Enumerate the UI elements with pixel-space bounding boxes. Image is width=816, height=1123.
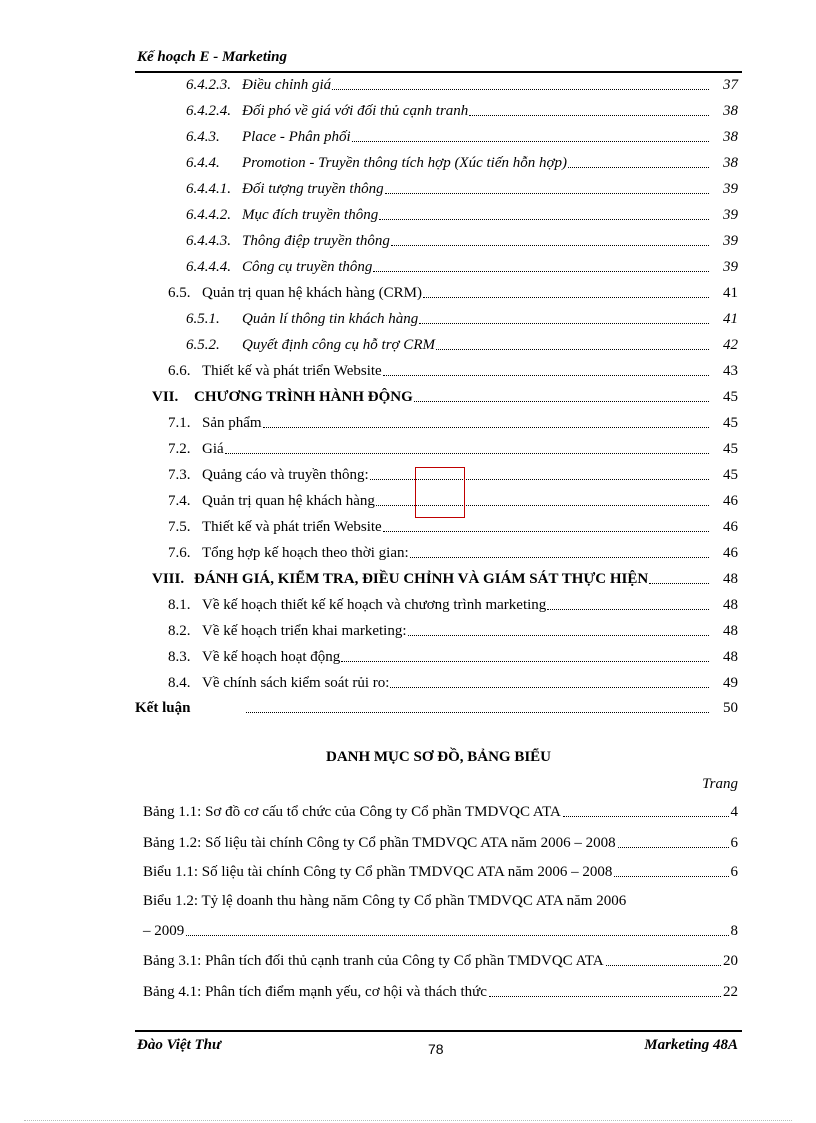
- dot-leader: [408, 634, 709, 636]
- toc-entry[interactable]: [168, 360, 738, 382]
- dot-leader: [391, 244, 709, 246]
- toc-entry-number: 6.6.: [168, 363, 191, 379]
- toc-entry-page: 43: [723, 363, 738, 379]
- toc-entry[interactable]: [168, 516, 738, 538]
- figure-list-item[interactable]: [143, 920, 738, 942]
- toc-entry-page: 48: [723, 649, 738, 665]
- toc-entry-number: 6.4.4.1.: [186, 181, 231, 197]
- toc-entry-number: 7.4.: [168, 493, 191, 509]
- toc-entry-page: 45: [723, 467, 738, 483]
- dot-leader: [563, 815, 729, 817]
- toc-entry-number: 6.4.4.4.: [186, 259, 231, 275]
- toc-entry-label: Về kế hoạch hoạt động: [202, 649, 341, 665]
- dot-leader: [547, 608, 709, 610]
- selection-box: [415, 467, 465, 518]
- figure-list-item[interactable]: [143, 950, 738, 972]
- list-section-title: DANH MỤC SƠ ĐỒ, BẢNG BIỂU: [325, 749, 551, 765]
- toc-entry-label: Quyết định công cụ hỗ trợ CRM: [242, 337, 435, 353]
- page-edge: [24, 1120, 792, 1121]
- dot-leader: [332, 88, 709, 90]
- toc-entry-label: Đối phó về giá với đối thủ cạnh tranh: [242, 103, 469, 119]
- toc-entry-page: 38: [723, 103, 738, 119]
- toc-entry[interactable]: [135, 697, 738, 719]
- figure-list-label: Bảng 1.1: Sơ đồ cơ cấu tổ chức của Công ty Cổ phần TMDVQC ATA: [143, 804, 561, 820]
- toc-entry[interactable]: [168, 672, 738, 694]
- toc-entry-page: 45: [723, 389, 738, 405]
- toc-entry-page: 37: [723, 77, 738, 93]
- dot-leader: [379, 218, 709, 220]
- toc-entry[interactable]: [168, 542, 738, 564]
- dot-leader: [414, 400, 709, 402]
- toc-entry[interactable]: [168, 412, 738, 434]
- toc-entry-page: 39: [723, 259, 738, 275]
- page-column-label: Trang: [702, 776, 738, 792]
- figure-list-item[interactable]: [143, 890, 738, 912]
- toc-entry[interactable]: [186, 152, 738, 174]
- dot-leader: [419, 322, 709, 324]
- toc-entry-number: 8.2.: [168, 623, 191, 639]
- toc-entry[interactable]: [186, 230, 738, 252]
- toc-entry-label: Điều chỉnh giá: [242, 77, 332, 93]
- toc-entry-label: Về chính sách kiểm soát rủi ro:: [202, 675, 390, 691]
- toc-entry[interactable]: [168, 282, 738, 304]
- figure-list-label: Bảng 4.1: Phân tích điểm mạnh yếu, cơ hội và thách thức: [143, 984, 487, 1000]
- toc-entry-number: Kết luận: [135, 700, 191, 716]
- figure-list-item[interactable]: [143, 801, 738, 823]
- dot-leader: [489, 995, 721, 997]
- dot-leader: [410, 556, 709, 558]
- toc-entry-page: 42: [723, 337, 738, 353]
- dot-leader: [341, 660, 709, 662]
- toc-entry[interactable]: [186, 308, 738, 330]
- toc-entry[interactable]: [152, 568, 738, 590]
- toc-entry-label: Quản trị quan hệ khách hàng (CRM): [202, 285, 422, 301]
- dot-leader: [423, 296, 709, 298]
- dot-leader: [614, 875, 728, 877]
- toc-entry-label: Quảng cáo và truyền thông:: [202, 467, 369, 483]
- toc-entry[interactable]: [186, 178, 738, 200]
- header-rule: [135, 71, 742, 73]
- toc-entry-label: Thiết kế và phát triển Website: [202, 519, 382, 535]
- toc-entry-number: 6.4.4.3.: [186, 233, 231, 249]
- figure-list-page: 8: [730, 923, 738, 939]
- toc-entry[interactable]: [168, 620, 738, 642]
- footer-page-number: 78: [428, 1041, 444, 1057]
- toc-entry-number: VII.: [152, 389, 179, 405]
- dot-leader: [568, 166, 709, 168]
- toc-entry-page: 48: [723, 623, 738, 639]
- dot-leader: [606, 964, 721, 966]
- footer-rule: [135, 1030, 742, 1032]
- toc-entry-label: Quản lí thông tin khách hàng: [242, 311, 419, 327]
- toc-entry-page: 39: [723, 181, 738, 197]
- toc-entry-page: 49: [723, 675, 738, 691]
- figure-list-label: Bảng 1.2: Số liệu tài chính Công ty Cổ phần TMDVQC ATA năm 2006 – 2008: [143, 835, 616, 851]
- toc-entry-page: 38: [723, 129, 738, 145]
- toc-entry-label: Promotion - Truyền thông tích hợp (Xúc tiến hỗn hợp): [242, 155, 567, 171]
- figure-list-page: 6: [730, 835, 738, 851]
- toc-entry-label: Place - Phân phối: [242, 129, 351, 145]
- toc-entry[interactable]: [168, 438, 738, 460]
- dot-leader: [649, 582, 709, 584]
- toc-entry[interactable]: [152, 386, 738, 408]
- dot-leader: [436, 348, 709, 350]
- toc-entry-number: 7.2.: [168, 441, 191, 457]
- dot-leader: [618, 846, 729, 848]
- dot-leader: [383, 530, 709, 532]
- toc-entry-number: 7.5.: [168, 519, 191, 535]
- toc-entry-label: Quản trị quan hệ khách hàng: [202, 493, 375, 509]
- dot-leader: [225, 452, 709, 454]
- figure-list-label: Biểu 1.2: Tỷ lệ doanh thu hàng năm Công ty Cổ phần TMDVQC ATA năm 2006: [143, 893, 627, 909]
- figure-list-item[interactable]: [143, 981, 738, 1003]
- figure-list-item[interactable]: [143, 861, 738, 883]
- toc-entry-page: 50: [723, 700, 738, 716]
- toc-entry[interactable]: [168, 646, 738, 668]
- toc-entry-number: 7.6.: [168, 545, 191, 561]
- toc-entry-page: 41: [723, 285, 738, 301]
- toc-entry-number: VIII.: [152, 571, 185, 587]
- toc-entry-page: 45: [723, 441, 738, 457]
- figure-list-label: – 2009: [143, 923, 185, 939]
- figure-list-label: Bảng 3.1: Phân tích đối thủ cạnh tranh của Công ty Cổ phần TMDVQC ATA: [143, 953, 604, 969]
- toc-entry-number: 6.4.4.: [186, 155, 220, 171]
- dot-leader: [186, 934, 728, 936]
- dot-leader: [263, 426, 709, 428]
- toc-entry-page: 46: [723, 545, 738, 561]
- toc-entry-page: 46: [723, 519, 738, 535]
- toc-entry-label: Mục đích truyền thông: [242, 207, 379, 223]
- toc-entry-label: Thông điệp truyền thông: [242, 233, 390, 249]
- toc-entry-number: 6.4.4.2.: [186, 207, 231, 223]
- dot-leader: [469, 114, 709, 116]
- toc-entry-page: 39: [723, 207, 738, 223]
- toc-entry[interactable]: [186, 204, 738, 226]
- toc-entry-page: 46: [723, 493, 738, 509]
- toc-entry-label: Đối tượng truyền thông: [242, 181, 384, 197]
- toc-entry-number: 6.5.2.: [186, 337, 220, 353]
- toc-entry-label: CHƯƠNG TRÌNH HÀNH ĐỘNG: [194, 389, 413, 405]
- dot-leader: [373, 270, 709, 272]
- toc-entry-label: Về kế hoạch triển khai marketing:: [202, 623, 407, 639]
- figure-list-page: 4: [730, 804, 738, 820]
- toc-entry-number: 7.3.: [168, 467, 191, 483]
- toc-entry-number: 6.4.3.: [186, 129, 220, 145]
- figure-list-page: 6: [730, 864, 738, 880]
- toc-entry-page: 38: [723, 155, 738, 171]
- toc-entry-number: 6.4.2.3.: [186, 77, 231, 93]
- toc-entry-number: 6.4.2.4.: [186, 103, 231, 119]
- toc-entry-page: 41: [723, 311, 738, 327]
- toc-entry[interactable]: [186, 100, 738, 122]
- toc-entry-page: 48: [723, 597, 738, 613]
- toc-entry-label: Giá: [202, 441, 224, 457]
- toc-entry[interactable]: [168, 594, 738, 616]
- toc-entry-number: 6.5.1.: [186, 311, 220, 327]
- figure-list-label: Biểu 1.1: Số liệu tài chính Công ty Cổ phần TMDVQC ATA năm 2006 – 2008: [143, 864, 613, 880]
- dot-leader: [390, 686, 709, 688]
- toc-entry-number: 8.1.: [168, 597, 191, 613]
- dot-leader: [246, 711, 709, 713]
- figure-list-page: 22: [723, 984, 738, 1000]
- toc-entry[interactable]: [186, 126, 738, 148]
- toc-entry[interactable]: [186, 334, 738, 356]
- toc-entry-label: Tổng hợp kế hoạch theo thời gian:: [202, 545, 409, 561]
- figure-list-item[interactable]: [143, 832, 738, 854]
- dot-leader: [383, 374, 709, 376]
- dot-leader: [385, 192, 709, 194]
- toc-entry[interactable]: [186, 74, 738, 96]
- figure-list-page: 20: [723, 953, 738, 969]
- toc-entry-label: Thiết kế và phát triển Website: [202, 363, 382, 379]
- toc-entry-page: 39: [723, 233, 738, 249]
- toc-entry-label: Về kế hoạch thiết kế kế hoạch và chương trình marketing: [202, 597, 547, 613]
- footer-course: Marketing 48A: [644, 1037, 738, 1053]
- toc-entry-page: 45: [723, 415, 738, 431]
- header-title: Kế hoạch E - Marketing: [137, 49, 288, 65]
- toc-entry-number: 7.1.: [168, 415, 191, 431]
- toc-entry-number: 8.3.: [168, 649, 191, 665]
- dot-leader: [352, 140, 709, 142]
- toc-entry-number: 6.5.: [168, 285, 191, 301]
- toc-entry[interactable]: [186, 256, 738, 278]
- footer-author: Đào Việt Thư: [137, 1037, 221, 1053]
- toc-entry-label: Công cụ truyền thông: [242, 259, 373, 275]
- toc-entry-page: 48: [723, 571, 738, 587]
- toc-entry-label: Sản phẩm: [202, 415, 262, 431]
- toc-entry-label: ĐÁNH GIÁ, KIỂM TRA, ĐIỀU CHỈNH VÀ GIÁM SÁT THỰC HIỆN: [194, 571, 649, 587]
- toc-entry-number: 8.4.: [168, 675, 191, 691]
